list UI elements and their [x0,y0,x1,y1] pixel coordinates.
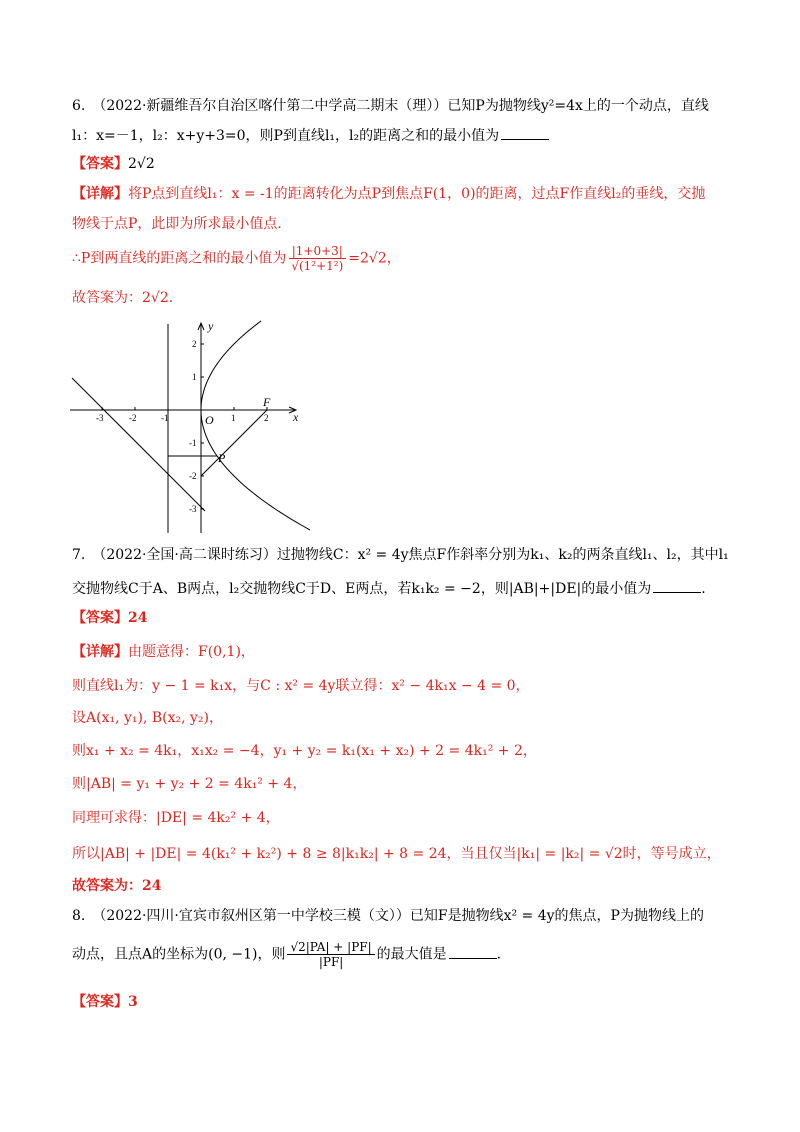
q7-stem-line2 [72,578,706,599]
q6-answer [72,154,155,174]
q7-answer [72,608,147,628]
q6-detail-line3 [72,244,401,273]
y-tick-label: -1 [189,438,197,448]
stem-end: . [701,581,706,597]
q6-stem-line1: 6. （2022·新疆维吾尔自治区喀什第二中学高二期末（理））已知P为抛物线y²=4x上的一个动点，直线 [72,98,709,114]
q7-detail-line7: 所以|AB| + |DE| = 4(k₁² + k₂²) + 8 ≥ 8|k₁k₂| + 8 = 24，当且仅当|k₁| = |k₂| = √2时，等号成立， [72,846,721,862]
x-tick-label: -3 [96,413,104,423]
y-tick-label: -2 [189,471,197,481]
y-axis-label: y [208,319,214,333]
focus-label: F [263,395,271,409]
y-tick-label: 1 [192,372,197,382]
detail-text: 将P点到直线l₁：x = -1的距离转化为点P到焦点F(1，0)的距离，过点F作直线l₂的垂线，交抛 [128,186,706,202]
answer-value: 2√2 [128,156,155,172]
q7-detail-line6: 同理可求得：|DE| = 4k₂² + 4， [72,810,280,826]
answer-label: 【答案】 [72,610,128,626]
detail-text: 由题意得：F(0,1)， [128,644,255,660]
y-tick-label: 2 [192,339,197,349]
detail-label: 【详解】 [72,186,128,202]
answer-blank [501,125,549,140]
parabola-curve [201,321,310,533]
point-p-label: P [218,451,226,465]
detail-text: ∴P到两直线的距离之和的最小值为 [72,250,287,267]
fraction-numerator: √2|PA| + |PF| [287,940,374,955]
q7-detail-line5: 则|AB| = y₁ + y₂ + 2 = 4k₁² + 4， [72,776,307,792]
q7-detail-line4: 则x₁ + x₂ = 4k₁，x₁x₂ = −4，y₁ + y₂ = k₁(x₁ + x₂) + 2 = 4k₁² + 2， [72,743,537,759]
answer-blank [449,944,497,959]
x-tick-label: 2 [264,413,269,423]
answer-value: 24 [128,610,148,626]
answer-value: 3 [128,994,138,1010]
q8-answer [72,992,138,1012]
y-tick-label: -3 [189,504,197,514]
q7-detail-line3: 设A(x₁, y₁), B(x₂, y₂)， [72,710,224,726]
q6-detail-line1 [72,184,705,204]
x-tick-label: 1 [231,413,236,423]
line-l2 [72,378,205,511]
q6-detail-line2: 物线于点P，此即为所求最小值点. [72,216,282,232]
answer-blank [653,578,701,593]
q8-stem-line1: 8. （2022·四川·宜宾市叙州区第一中学校三模（文））已知F是抛物线x² = 4y的焦点，P为抛物线上的 [72,908,704,924]
q6-final: 故答案为：2√2. [72,290,174,306]
q7-stem-text: 交抛物线C于A、B两点，l₂交抛物线C于D、E两点，若k₁k₂ = −2，则|AB|+|DE|的最小值为 [72,581,652,597]
stem-end: . [496,946,502,963]
answer-label: 【答案】 [72,994,128,1010]
ratio-fraction [287,940,374,969]
q7-detail-line2: 则直线l₁为：y − 1 = k₁x，与C : x² = 4y联立得：x² − 4k₁x − 4 = 0， [72,678,530,694]
q7-detail-line1 [72,642,255,662]
fraction-denominator: |PF| [318,955,344,969]
q7-final: 故答案为：24 [72,878,162,894]
detail-text: =2√2， [348,250,401,267]
detail-label: 【详解】 [72,644,128,660]
q6-stem-line2 [72,125,549,146]
q8-stem-text: 的最大值是 [376,946,447,963]
x-tick-label: -2 [129,413,137,423]
origin-label: O [205,413,214,427]
q6-stem-text: l₁：x=－1，l₂：x+y+3=0，则P到直线l₁，l₂的距离之和的最小值为 [72,128,500,144]
fraction-denominator: √(1²+1²) [291,259,344,273]
fraction-numerator: |1+0+3| [289,244,346,259]
parabola-graph [70,318,310,533]
distance-fraction [288,244,346,273]
q8-stem-line2 [72,940,501,969]
q8-stem-text: 动点，且点A的坐标为(0, −1)，则 [72,946,286,963]
q7-stem-line1: 7. （2022·全国·高二课时练习）过抛物线C：x² = 4y焦点F作斜率分别为k₁、k₂的两条直线l₁、l₂，其中l₁ [72,547,729,563]
x-tick-label: -1 [161,413,169,423]
answer-label: 【答案】 [72,156,128,172]
x-axis-label: x [293,410,299,424]
